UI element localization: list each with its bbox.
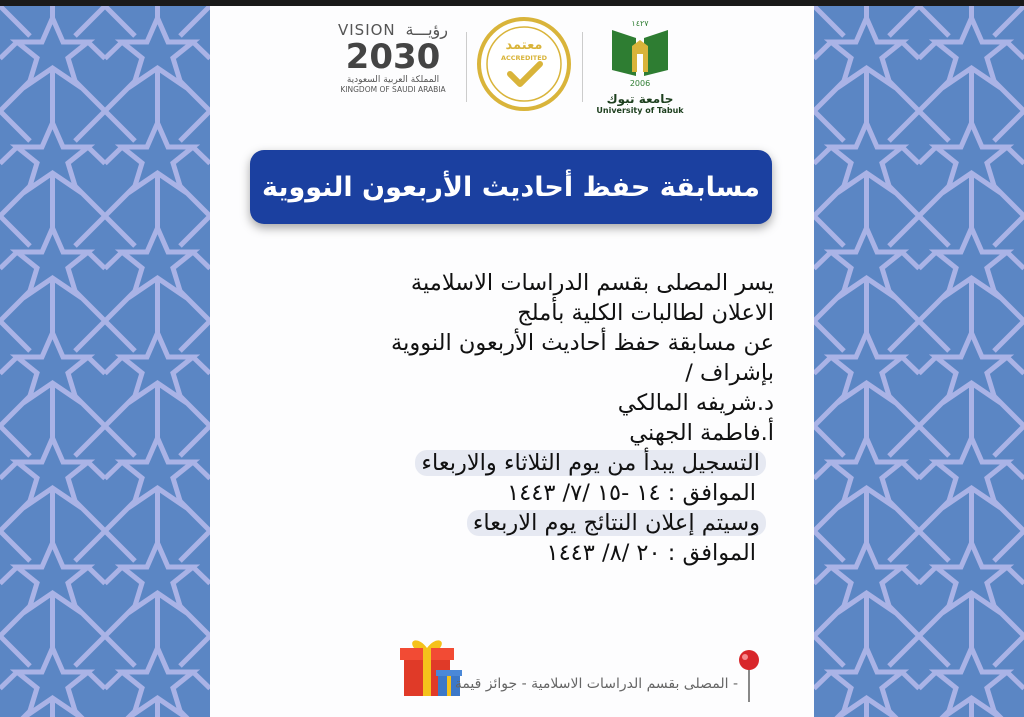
university-en-name: University of Tabuk	[596, 106, 684, 115]
pushpin-icon	[734, 648, 764, 704]
logo-divider-2	[582, 32, 583, 102]
seal-en-label: ACCREDITED	[500, 54, 548, 62]
body-line-5: د.شريفه المالكي	[617, 390, 774, 416]
university-ar-name: جامعة تبوك	[606, 92, 674, 106]
footer	[210, 634, 814, 704]
gift-box-icon	[400, 634, 462, 700]
tabuk-year: 2006	[629, 79, 651, 88]
vision-kingdom-ar: المملكة العربية السعودية	[346, 75, 440, 85]
tabuk-emblem-icon	[608, 16, 672, 88]
announcement-title: مسابقة حفظ أحاديث الأربعون النووية	[262, 171, 760, 203]
announcement-body	[254, 268, 774, 568]
vision-en-label: VISION	[338, 21, 396, 39]
vision-2030-logo	[328, 20, 458, 110]
registration-line	[254, 448, 766, 478]
accredited-seal-icon	[476, 16, 572, 112]
results-text: وسيتم إعلان النتائج يوم الاربعاء	[467, 510, 766, 536]
vision-year: 2030	[345, 37, 441, 77]
body-line-2: الاعلان لطالبات الكلية بأملج	[517, 300, 774, 326]
footer-text: - المصلى بقسم الدراسات الاسلامية - جوائز قيمة	[454, 676, 738, 692]
registration-date: الموافق : ١٤ -١٥ /٧/ ١٤٤٣	[507, 480, 756, 506]
vision-ar-label: رؤيـــة	[405, 20, 448, 39]
announcement-card	[210, 6, 814, 717]
body-line-6: أ.فاطمة الجهني	[629, 420, 774, 446]
body-line-1: يسر المصلى بقسم الدراسات الاسلامية	[410, 270, 774, 296]
results-line	[254, 508, 766, 538]
university-of-tabuk-logo	[590, 16, 690, 116]
logo-row	[210, 6, 814, 126]
body-line-4: بإشراف /	[685, 360, 774, 386]
seal-ar-label: معتمد	[505, 38, 543, 53]
right-pattern-panel	[814, 6, 1024, 717]
left-pattern-panel	[0, 6, 210, 717]
vision-kingdom-en: KINGDOM OF SAUDI ARABIA	[340, 85, 446, 94]
logo-divider	[466, 32, 467, 102]
tabuk-hijri: ١٤٢٧	[631, 19, 649, 28]
registration-text: التسجيل يبدأ من يوم الثلاثاء والاربعاء	[415, 450, 766, 476]
title-banner	[250, 150, 772, 224]
results-date: الموافق : ٢٠ /٨/ ١٤٤٣	[546, 540, 756, 566]
body-line-3: عن مسابقة حفظ أحاديث الأربعون النووية	[391, 330, 774, 356]
